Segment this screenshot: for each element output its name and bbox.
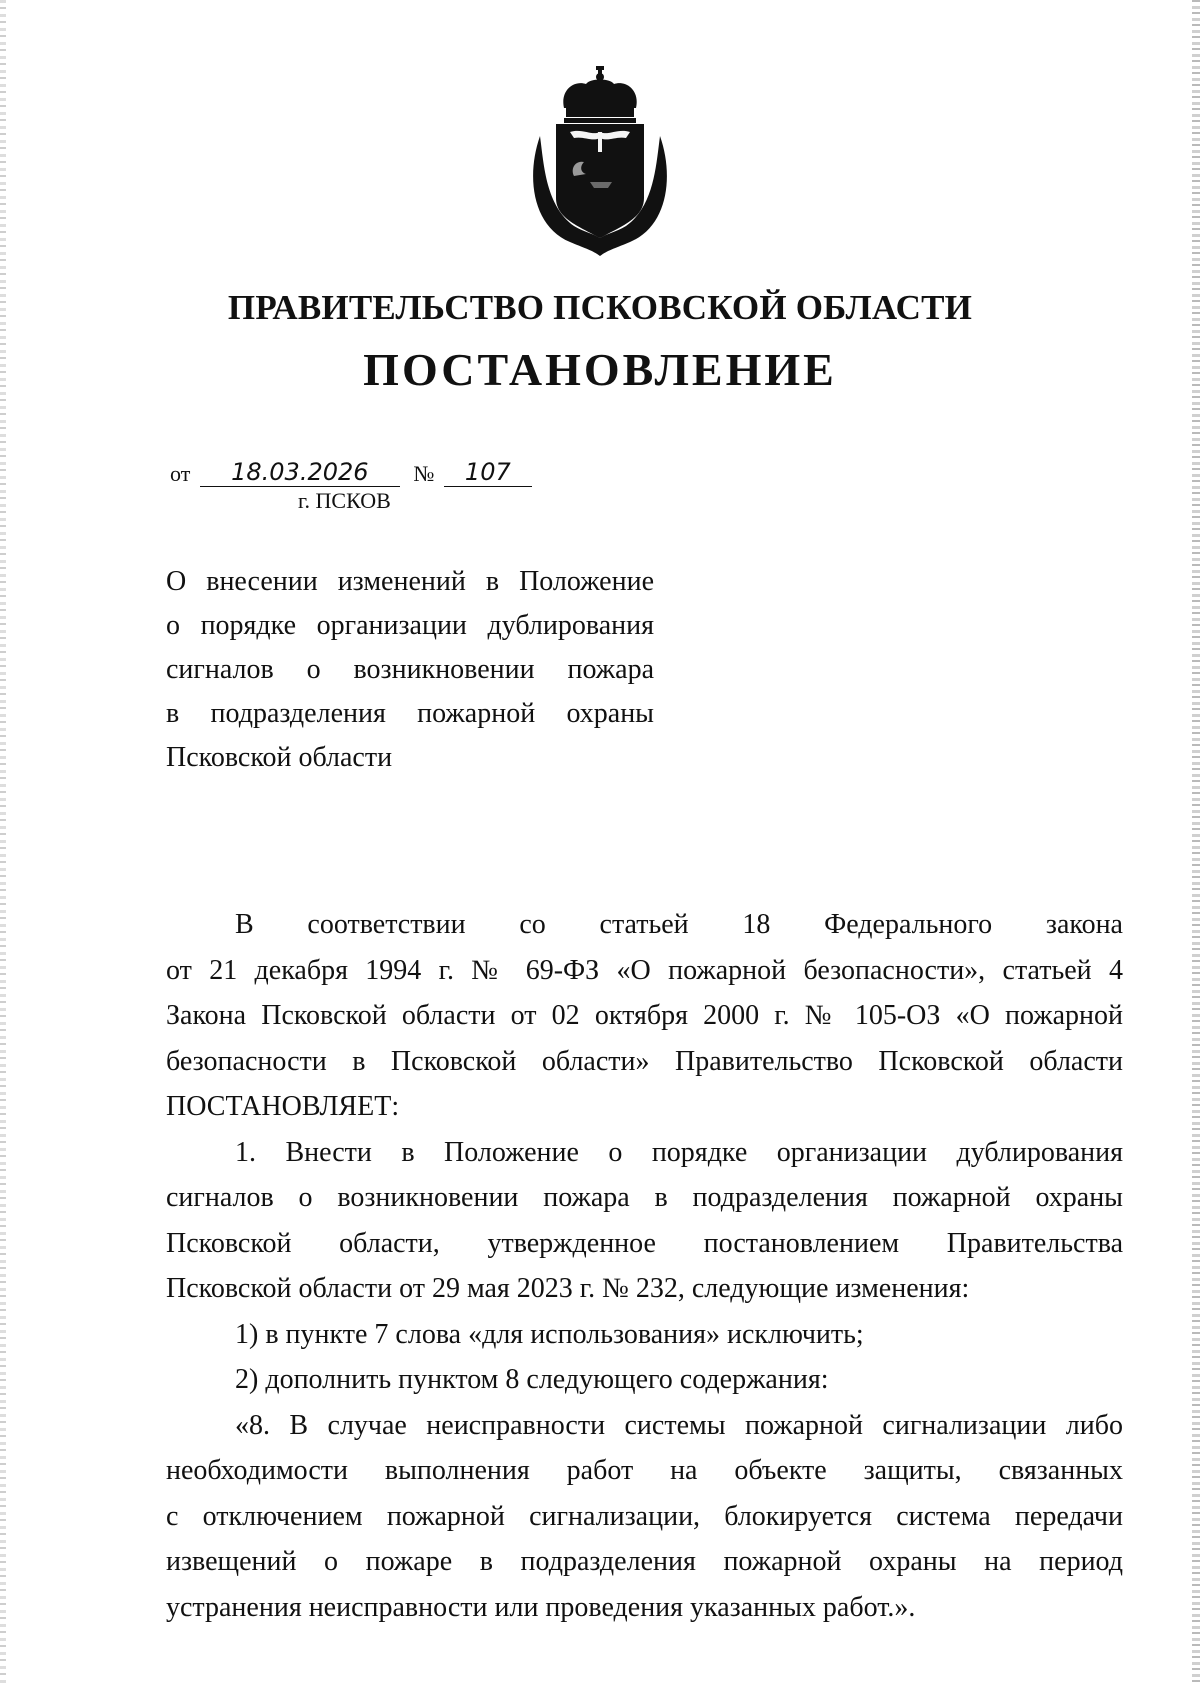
body-line: сигналов о возникновении пожара в подразделения пожарной охраны <box>166 1182 1123 1213</box>
body-line: «8. В случае неисправности системы пожарной сигнализации либо <box>235 1409 1123 1441</box>
body-line: необходимости выполнения работ на объекте защиты, связанных <box>166 1455 1123 1486</box>
document-body <box>166 902 1123 1630</box>
body-line: устранения неисправности или проведения указанных работ.». <box>166 1591 916 1623</box>
number-value: 107 <box>444 458 532 487</box>
number-label: № <box>413 461 435 486</box>
date-value: 18.03.2026 <box>200 458 400 487</box>
subject-line: о порядке организации дублирования <box>166 610 654 641</box>
subject-line: в подразделения пожарной охраны <box>166 698 654 729</box>
date-label: от <box>170 461 191 486</box>
subject-line: Псковской области <box>166 742 393 773</box>
body-line: извещений о пожаре в подразделения пожарной охраны на период <box>166 1546 1123 1577</box>
document-subject <box>166 560 654 780</box>
body-line: В соответствии со статьей 18 Федерального закона <box>235 909 1123 940</box>
date-number-line <box>170 458 532 488</box>
body-line: от 21 декабря 1994 г. № 69-ФЗ «О пожарной безопасности», статьей 4 <box>166 954 1123 986</box>
body-line: Закона Псковской области от 02 октября 2000 г. № 105-ОЗ «О пожарной <box>166 1000 1123 1031</box>
body-line: с отключением пожарной сигнализации, блокируется система передачи <box>166 1500 1123 1532</box>
scan-edge-left <box>0 0 6 1686</box>
coat-of-arms-icon <box>530 66 670 258</box>
body-line: Псковской области, утвержденное постановлением Правительства <box>166 1227 1123 1259</box>
body-line: Псковской области от 29 мая 2023 г. № 232, следующие изменения: <box>166 1273 970 1304</box>
body-line: 2) дополнить пунктом 8 следующего содержания: <box>235 1364 829 1395</box>
subject-line: О внесении изменений в Положение <box>166 566 654 597</box>
city: г. ПСКОВ <box>298 488 391 513</box>
body-line: безопасности в Псковской области» Правительство Псковской области <box>166 1045 1123 1077</box>
government-title: ПРАВИТЕЛЬСТВО ПСКОВСКОЙ ОБЛАСТИ <box>227 288 973 327</box>
body-line: ПОСТАНОВЛЯЕТ: <box>166 1091 400 1122</box>
body-line: 1) в пункте 7 слова «для использования» исключить; <box>235 1318 864 1350</box>
subject-line: сигналов о возникновении пожара <box>166 654 654 685</box>
body-line: 1. Внести в Положение о порядке организации дублирования <box>235 1136 1123 1168</box>
document-kind: ПОСТАНОВЛЕНИЕ <box>363 344 837 395</box>
scan-edge-right <box>1192 0 1200 1686</box>
